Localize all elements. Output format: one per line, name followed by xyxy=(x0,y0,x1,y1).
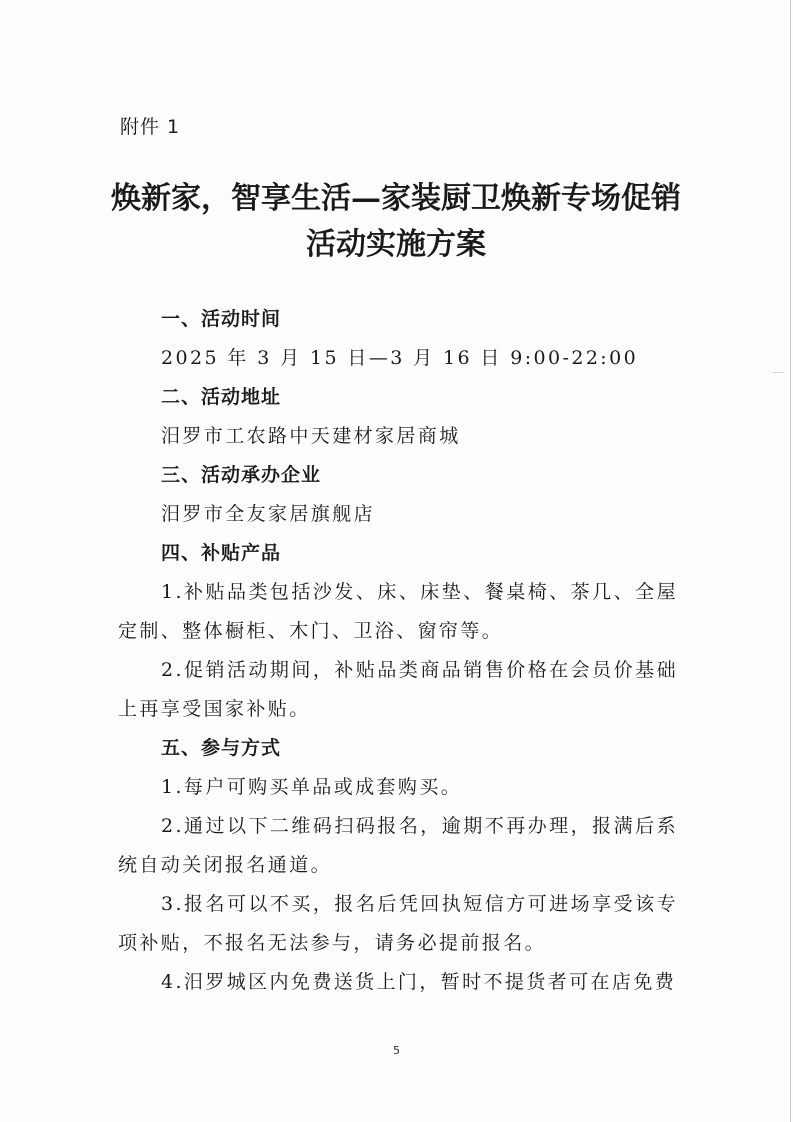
section-heading-address: 二、活动地址 xyxy=(161,386,282,408)
scan-mark xyxy=(773,372,783,373)
title-line-1: 焕新家，智享生活—家装厨卫焕新专场促销 xyxy=(111,181,681,216)
section-heading-participation: 五、参与方式 xyxy=(161,737,282,759)
paragraph: 3.报名可以不买，报名后凭回执短信方可进场享受该专项补贴，不报名无法参与，请务必提前报名。 xyxy=(118,893,678,954)
attachment-label: 附件 1 xyxy=(120,116,181,138)
section-text-address: 汨罗市工农路中天建材家居商城 xyxy=(161,425,461,447)
page-number: 5 xyxy=(393,1044,400,1057)
section-text-time: 2025 年 3 月 15 日—3 月 16 日 9:00-22:00 xyxy=(161,347,639,369)
section-heading-products: 四、补贴产品 xyxy=(161,542,282,564)
paragraph: 4.汨罗城区内免费送货上门，暂时不提货者可在店免费 xyxy=(161,971,677,993)
paragraph: 2.通过以下二维码扫码报名，逾期不再办理，报满后系统自动关闭报名通道。 xyxy=(118,815,678,876)
paragraph: 2.促销活动期间，补贴品类商品销售价格在会员价基础上再享受国家补贴。 xyxy=(118,659,678,720)
scan-edge-line xyxy=(790,0,791,1122)
title-line-2: 活动实施方案 xyxy=(306,227,486,262)
section-text-organizer: 汨罗市全友家居旗舰店 xyxy=(161,503,376,525)
document-title xyxy=(96,176,696,268)
paragraph: 1.每户可购买单品或成套购买。 xyxy=(161,776,463,798)
section-heading-time: 一、活动时间 xyxy=(161,308,282,330)
document-body xyxy=(118,300,678,1002)
paragraph: 1.补贴品类包括沙发、床、床垫、餐桌椅、茶几、全屋定制、整体橱柜、木门、卫浴、窗帘等。 xyxy=(118,581,678,642)
section-heading-organizer: 三、活动承办企业 xyxy=(161,464,322,486)
